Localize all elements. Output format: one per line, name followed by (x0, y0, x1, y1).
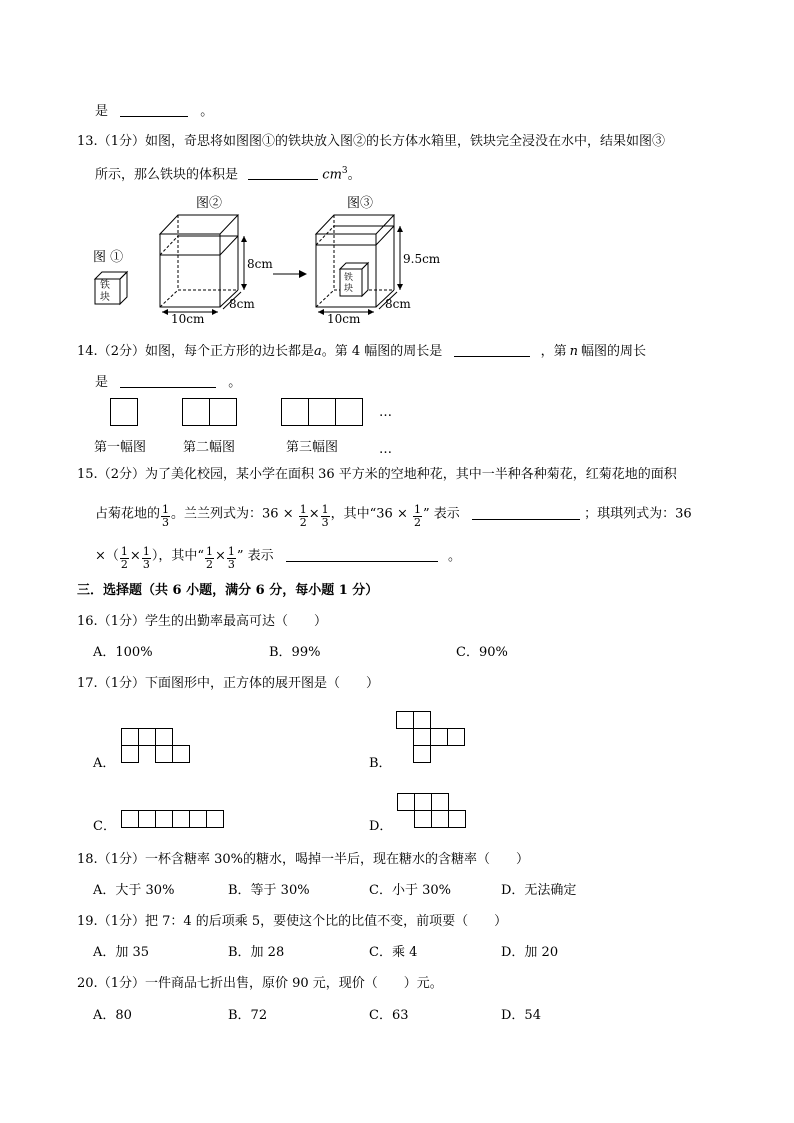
q17-net-d[interactable] (397, 793, 472, 833)
q15-text-b: 。兰兰列式为：36 × (171, 506, 294, 522)
q14-figure-1 (110, 398, 140, 428)
q14-line1 (77, 344, 646, 358)
q15-text-i: ），其中“ (151, 548, 204, 564)
q15-text-h: × (129, 548, 141, 564)
q16-option-c[interactable]: C．90% (456, 645, 508, 660)
q18-text: 一杯含糖率 30%的糖水，喝掉一半后，现在糖水的含糖率（ ） (144, 852, 529, 867)
q15-text-f: ；琪琪列式为：36 (584, 506, 692, 522)
q19-option-b[interactable]: B．加 28 (228, 945, 285, 960)
q13-score: （1分） (97, 134, 145, 149)
q13-fig2-width: 10cm (171, 312, 205, 326)
q13-unit-sup: 3 (341, 166, 348, 176)
q15-text-g: ×（ (95, 548, 119, 564)
q15-score: （2分） (97, 467, 145, 482)
q14-caption-3: 第三幅图 (286, 440, 339, 455)
q14-number: 14. (77, 344, 98, 359)
q15-line3 (95, 546, 461, 570)
q17-number: 17. (77, 676, 98, 691)
q13-fig3-depth: 8cm (385, 297, 411, 311)
q17-stem (77, 677, 379, 690)
q13-fig3-width: 10cm (327, 312, 361, 326)
q18-option-a[interactable]: A．大于 30% (93, 883, 175, 898)
q13-text2: 所示，那么铁块的体积是 (95, 167, 239, 183)
q14-ellipsis-figures: … (379, 405, 392, 420)
q14-text-c: ，第 (540, 344, 567, 359)
q13-number: 13. (77, 134, 98, 149)
q14-answer-blank-2[interactable] (120, 375, 216, 388)
q17-text: 下面图形中，正方体的展开图是（ ） (144, 676, 379, 691)
q15-fraction-one-half-d: $\frac{1}{2}$ (205, 545, 213, 571)
q13-suffix: 。 (347, 167, 361, 183)
q14-line2 (95, 375, 241, 389)
q13-figure-1-cube (93, 270, 133, 310)
q17-net-c[interactable] (121, 810, 227, 830)
q16-text: 学生的出勤率最高可达（ ） (144, 614, 327, 629)
q17-option-b-label[interactable]: B． (369, 756, 392, 771)
q13-line2 (95, 167, 361, 181)
q12-prefix: 是 (95, 104, 109, 119)
q13-line1 (77, 135, 665, 148)
q13-text: 如图，奇思将如图图①的铁块放入图②的长方体水箱里，铁块完全浸没在水中，结果如图③ (144, 134, 665, 149)
q20-option-c[interactable]: C．63 (369, 1008, 409, 1023)
q14-answer-blank-1[interactable] (454, 344, 530, 357)
q19-stem (77, 915, 507, 928)
q15-text-k: ” 表示 (236, 548, 274, 564)
q15-fraction-one-third-d: $\frac{1}{3}$ (227, 545, 235, 571)
q18-stem (77, 853, 529, 866)
q15-text-d: ，其中“36 × (330, 506, 408, 522)
q19-text: 把 7：4 的后项乘 5，要使这个比的比值不变，前项要（ ） (144, 914, 508, 929)
q13-iron-char1: 铁 (100, 280, 110, 291)
q13-fig2-height: 8cm (247, 257, 273, 271)
q13-fig1-label: 图 ① (93, 250, 124, 265)
q15-text-j: × (214, 548, 226, 564)
q20-score: （1分） (97, 976, 145, 991)
q16-option-a[interactable]: A．100% (93, 645, 153, 660)
q15-text-e: ” 表示 (423, 506, 460, 522)
q13-unit: cm (322, 167, 342, 183)
q13-fig3-label: 图③ (347, 196, 374, 211)
q19-number: 19. (77, 914, 98, 929)
q16-option-b[interactable]: B．99% (269, 645, 321, 660)
q12-answer-line (95, 104, 213, 118)
q14-caption-2: 第二幅图 (183, 440, 236, 455)
q15-text: 为了美化校园，某小学在面积 36 平方米的空地种花，其中一半种各种菊花，红菊花地的面积 (144, 467, 677, 482)
q14-var-a: a (313, 344, 322, 359)
q13-fig3-height: 9.5cm (403, 252, 441, 266)
q18-option-c[interactable]: C．小于 30% (369, 883, 451, 898)
q15-fraction-one-third-a: $\frac{1}{3}$ (162, 503, 170, 529)
q14-score: （2分） (97, 344, 145, 359)
q15-text-l: 。 (447, 548, 461, 564)
q19-option-c[interactable]: C．乘 4 (369, 945, 418, 960)
q15-text-c: × (308, 506, 320, 522)
q18-option-d[interactable]: D．无法确定 (501, 883, 577, 898)
section-3-heading: 三．选择题（共 6 小题，满分 6 分，每小题 1 分） (77, 583, 379, 598)
q16-number: 16. (77, 614, 98, 629)
q18-option-b[interactable]: B．等于 30% (228, 883, 310, 898)
q15-fraction-one-third-c: $\frac{1}{3}$ (142, 545, 150, 571)
q15-answer-blank-1[interactable] (472, 507, 580, 520)
q14-prefix: 是 (95, 375, 109, 390)
q15-answer-blank-2[interactable] (286, 549, 438, 562)
q15-fraction-one-third-b: $\frac{1}{3}$ (321, 503, 329, 529)
q13-answer-blank[interactable] (248, 167, 318, 180)
q14-text-a: 如图，每个正方形的边长都是 (144, 344, 314, 359)
q15-line1 (77, 468, 677, 481)
q20-text: 一件商品七折出售，原价 90 元，现价（ ）元。 (144, 976, 443, 991)
q20-option-a[interactable]: A．80 (93, 1008, 132, 1023)
q14-text-b: 。第 4 幅图的周长是 (321, 344, 443, 359)
q14-caption-1: 第一幅图 (94, 440, 147, 455)
q13-fig3-iron-char1: 铁 (344, 273, 354, 283)
q20-stem (77, 977, 443, 990)
q15-line2 (95, 504, 692, 528)
q18-score: （1分） (97, 852, 145, 867)
q12-suffix: 。 (200, 104, 214, 119)
q13-figure-3-tank (314, 212, 434, 322)
q15-fraction-one-half-c: $\frac{1}{2}$ (120, 545, 128, 571)
q17-option-a-label[interactable]: A． (93, 756, 116, 771)
q17-option-d-label[interactable]: D． (369, 819, 393, 834)
arrow-right-icon (273, 269, 309, 279)
q17-net-a[interactable] (121, 728, 196, 768)
q12-answer-blank[interactable] (120, 104, 188, 117)
q19-option-d[interactable]: D．加 20 (501, 945, 559, 960)
q14-text-d: 幅图的周长 (580, 344, 646, 359)
q20-option-b[interactable]: B．72 (228, 1008, 268, 1023)
q14-figure-3 (281, 398, 367, 428)
q13-fig3-iron-char2: 块 (344, 284, 354, 294)
q14-suffix: 。 (228, 375, 242, 390)
q15-text-a: 占菊花地的 (95, 506, 161, 522)
q16-score: （1分） (97, 614, 145, 629)
q14-var-n: n (569, 344, 578, 359)
q19-option-a[interactable]: A．加 35 (93, 945, 150, 960)
q15-fraction-one-half-a: $\frac{1}{2}$ (299, 503, 307, 529)
q17-net-b[interactable] (396, 711, 471, 771)
q19-score: （1分） (97, 914, 145, 929)
q15-fraction-one-half-b: $\frac{1}{2}$ (414, 503, 421, 529)
q14-ellipsis-captions: … (379, 442, 392, 457)
q15-number: 15. (77, 467, 98, 482)
q13-iron-char2: 块 (100, 292, 110, 303)
q18-number: 18. (77, 852, 98, 867)
q13-fig2-label: 图② (196, 196, 223, 211)
q16-stem (77, 615, 327, 628)
q17-score: （1分） (97, 676, 145, 691)
q13-fig2-depth: 8cm (229, 297, 255, 311)
q20-option-d[interactable]: D．54 (501, 1008, 541, 1023)
q20-number: 20. (77, 976, 98, 991)
q17-option-c-label[interactable]: C． (93, 819, 116, 834)
q14-figure-2 (182, 398, 242, 428)
